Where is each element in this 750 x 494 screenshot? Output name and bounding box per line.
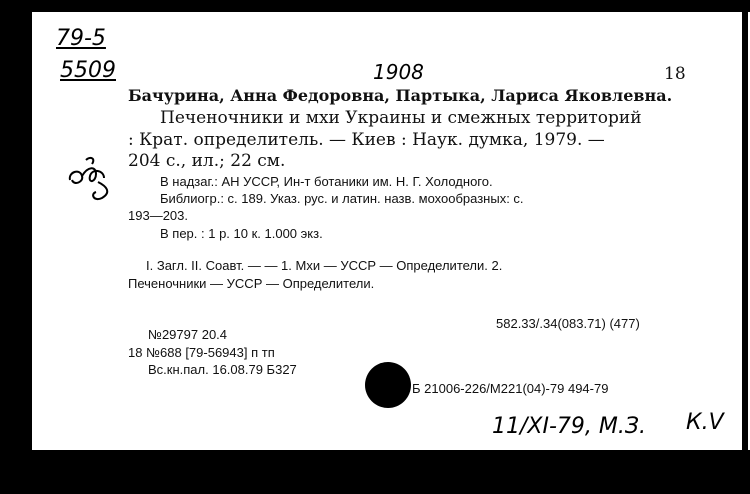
note-line-2: Библиогр.: с. 189. Указ. рус. и латин. назв. мохообразных: с. bbox=[160, 191, 524, 206]
title-line-2: : Крат. определитель. — Киев : Наук. думка, 1979. — bbox=[128, 130, 605, 150]
handwritten-signature bbox=[62, 152, 120, 212]
print-info-1: №29797 20.4 bbox=[148, 327, 228, 342]
right-edge-border bbox=[742, 0, 748, 494]
price-line: В пер. : 1 р. 10 к. 1.000 экз. bbox=[160, 226, 323, 241]
card-bottom-border bbox=[32, 450, 750, 494]
classification-number: 582.33/.34(083.71) (477) bbox=[496, 316, 640, 331]
tracing-line-1: I. Загл. II. Соавт. — — 1. Мхи — УССР — Определители. 2. bbox=[146, 258, 503, 273]
catalog-code: Б 21006-226/М221(04)-79 494-79 bbox=[412, 381, 609, 396]
note-line-3: 193—203. bbox=[128, 208, 188, 223]
print-info-3: Вс.кн.пал. 16.08.79 Б327 bbox=[148, 362, 297, 377]
handwritten-initials: К.V bbox=[686, 410, 724, 435]
note-line-1: В надзаг.: АН УССР, Ин-т ботаники им. Н. Г. Холодного. bbox=[160, 174, 493, 189]
title-line-1: Печеночники и мхи Украины и смежных территорий bbox=[160, 108, 642, 128]
tracing-line-2: Печеночники — УССР — Определители. bbox=[128, 276, 375, 291]
card-number: 18 bbox=[664, 64, 686, 84]
handwritten-year-note: 1908 bbox=[373, 60, 424, 84]
title-line-3: 204 с., ил.; 22 см. bbox=[128, 151, 286, 171]
handwritten-shelf-top: 79-5 bbox=[56, 26, 106, 51]
punch-hole bbox=[365, 362, 411, 408]
handwritten-date-note: 11/XI-79, М.З. bbox=[492, 414, 646, 439]
handwritten-shelf-bottom: 5509 bbox=[60, 58, 116, 83]
print-info-2: 18 №688 [79-56943] п тп bbox=[128, 345, 275, 360]
author-heading: Бачурина, Анна Федоровна, Партыка, Лариса Яковлевна. bbox=[128, 86, 673, 105]
